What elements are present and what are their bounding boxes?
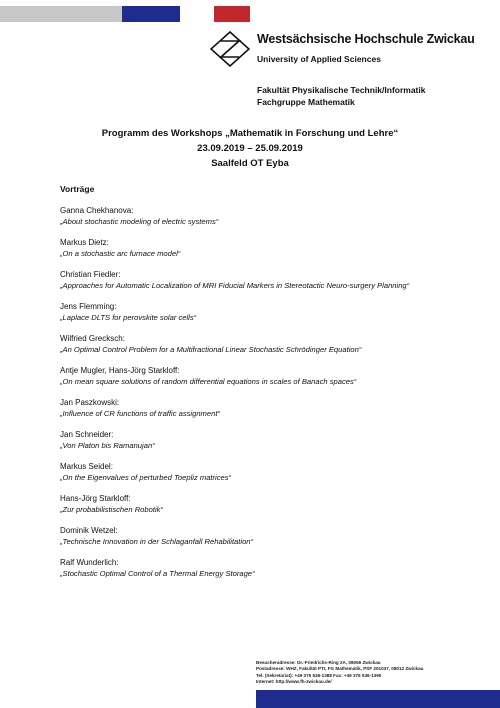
talk-title: „Laplace DLTS for perovskite solar cells“ [60,313,197,322]
talk-title: „On mean square solutions of random differential equations in scales of Banach spaces“ [60,377,357,386]
talk-item [60,525,450,547]
talk-title: „Technische Innovation in der Schlaganfall Rehabilitation“ [60,537,254,546]
faculty-block [257,84,425,108]
talk-title: „Stochastic Optimal Control of a Thermal Energy Storage“ [60,569,255,578]
footer-address [256,660,423,686]
talk-item [60,269,450,291]
university-logo-icon [210,31,250,67]
talk-speaker: Jan Schneider: [60,430,114,439]
header-bar-red [214,6,250,22]
talk-item [60,237,450,259]
footer-website: Internet: http://www.fh-zwickau.de/ [256,679,332,685]
talk-title: „Influence of CR functions of traffic assignment“ [60,409,220,418]
talk-speaker: Antje Mugler, Hans-Jörg Starkloff: [60,366,180,375]
talk-speaker: Hans-Jörg Starkloff: [60,494,131,503]
title-line: Programm des Workshops „Mathematik in Forschung und Lehre“ [101,128,399,139]
talk-speaker: Jan Paszkowski: [60,398,120,407]
talk-item [60,365,450,387]
talk-title: „Von Platon bis Ramanujan“ [60,441,155,450]
department-name: Fachgruppe Mathematik [257,97,355,107]
footer-postal-address: Postadresse: WHZ, Fakultät PTI, FG Mathematik, PSF 201037, 08012 Zwickau [256,666,424,672]
talk-title: „On a stochastic arc furnace model“ [60,249,181,258]
header-bar-white [180,6,214,22]
talk-item [60,557,450,579]
talk-item [60,493,450,515]
footer-phone: Tel. (Sekretariat): +49 375 536-1388 Fax: +49 375 536-1390 [256,672,382,678]
talk-item [60,429,450,451]
footer-visitor-address: Besucheradresse: Dr.-Friedrichs-Ring 2A, 08056 Zwickau [256,660,381,665]
talk-speaker: Wilfried Grecksch: [60,334,125,343]
section-heading: Vorträge [60,184,95,194]
talk-title: „Approaches for Automatic Localization of MRI Fiducial Markers in Stereotactic Neuro-surgery Planning“ [60,281,410,290]
faculty-name: Fakultät Physikalische Technik/Informatik [257,85,426,95]
talk-item [60,205,450,227]
talk-item [60,333,450,355]
university-subtitle: University of Applied Sciences [257,54,381,64]
talk-title: „About stochastic modeling of electric systems“ [60,217,219,226]
header-bar-gray [0,6,122,22]
talk-speaker: Jens Flemming: [60,302,117,311]
header-bar-blue [122,6,180,22]
talk-speaker: Ralf Wunderlich: [60,558,119,567]
university-name: Westsächsische Hochschule Zwickau [257,32,475,46]
title-dates: 23.09.2019 – 25.09.2019 [197,143,303,154]
footer-bar [256,690,500,708]
talk-speaker: Dominik Wetzel: [60,526,118,535]
document-title [0,126,500,171]
talk-item [60,397,450,419]
talk-title: „On the Eigenvalues of perturbed Toepliz matrices“ [60,473,232,482]
talk-speaker: Markus Seidel: [60,462,113,471]
title-location: Saalfeld OT Eyba [211,158,289,169]
talk-speaker: Markus Dietz: [60,238,109,247]
talk-item [60,301,450,323]
talk-title: „An Optimal Control Problem for a Multifractional Linear Stochastic Schrödinger Equation“ [60,345,362,354]
talk-speaker: Christian Fiedler: [60,270,121,279]
talk-speaker: Ganna Chekhanova: [60,206,134,215]
talks-list [60,205,450,589]
talk-item [60,461,450,483]
talk-title: „Zur probabilistischen Robotik“ [60,505,163,514]
